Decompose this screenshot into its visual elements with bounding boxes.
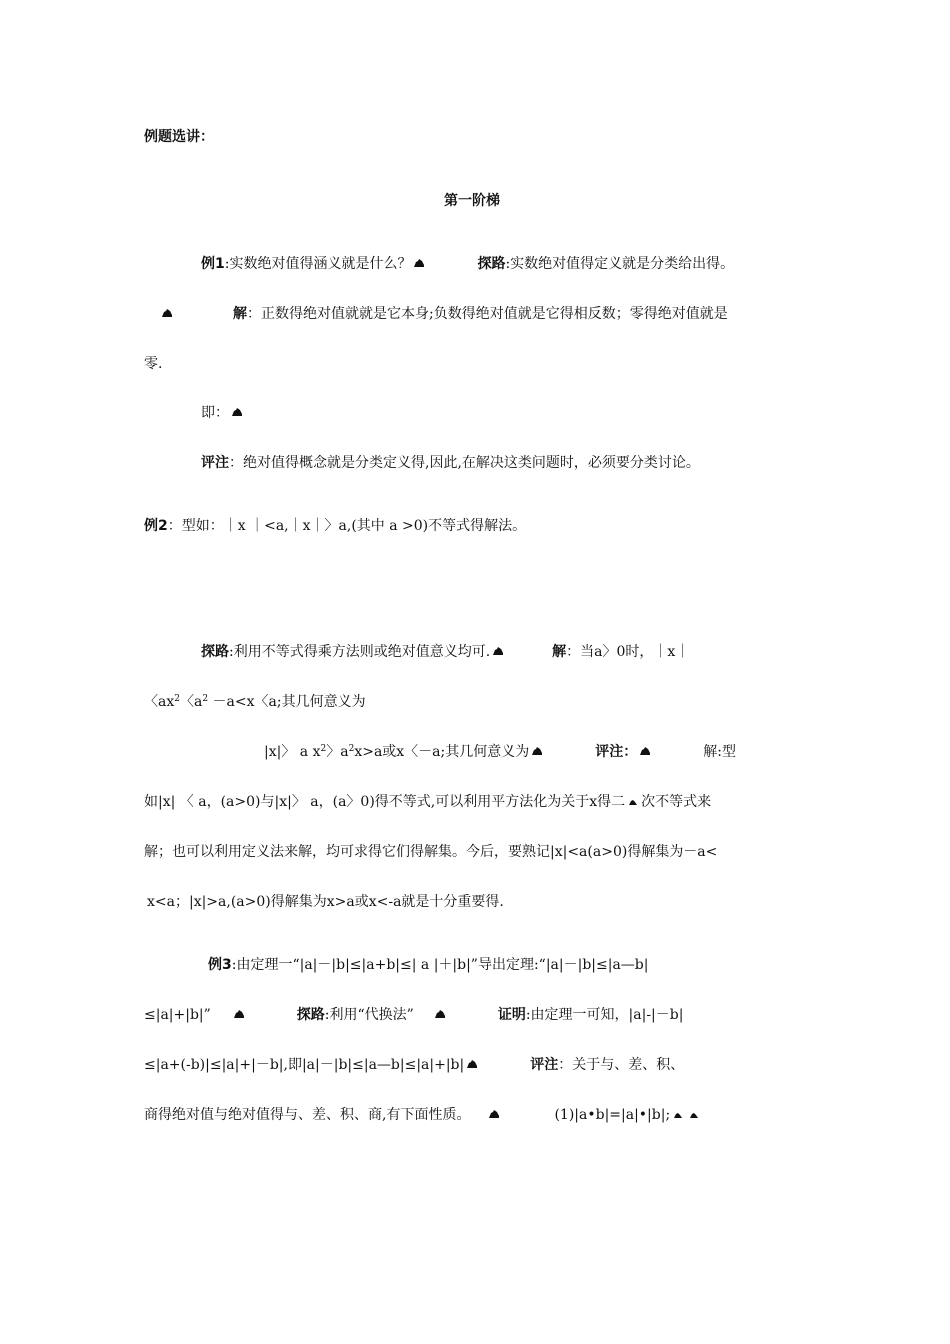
ex3-explore-label: 探路 bbox=[296, 1007, 325, 1023]
ex3-line1 bbox=[208, 955, 649, 975]
ex2-comment-solution: 解:型 bbox=[703, 744, 736, 760]
ex1-solution-label: 解 bbox=[233, 306, 247, 322]
ex3-line2 bbox=[144, 1005, 683, 1025]
superscript-2: 2 bbox=[348, 744, 355, 754]
ex2-line4 bbox=[144, 792, 711, 812]
ex2-line2 bbox=[144, 692, 366, 712]
ex3-comment-label: 评注 bbox=[530, 1057, 559, 1073]
ex3-explore-text: :利用“代换法” bbox=[324, 1007, 414, 1023]
ex1-comment bbox=[201, 453, 700, 473]
section-title: 第一阶梯 bbox=[444, 193, 500, 209]
ex1-ji-line bbox=[201, 403, 245, 423]
ex2-line2-a: 〈ax bbox=[144, 694, 175, 710]
rock-icon bbox=[466, 1058, 478, 1070]
ex2-line2-b: 〈a bbox=[179, 694, 203, 710]
ex3-proof-label: 证明 bbox=[497, 1007, 526, 1023]
ex2-line4-tail: 次不等式来 bbox=[641, 794, 712, 810]
ex1-label: 例1 bbox=[201, 256, 225, 272]
ex3-line1-text: :由定理一“|a|－|b|≤|a+b|≤| a |＋|b|”导出定理:“|a|－|b|≤|a—b| bbox=[231, 957, 649, 973]
small-rock-icon bbox=[672, 1108, 684, 1120]
ex3-line4 bbox=[144, 1105, 702, 1125]
ex2-explore-label: 探路 bbox=[201, 644, 229, 660]
ex1-solution-cont: 零. bbox=[144, 356, 163, 372]
superscript-2: 2 bbox=[320, 744, 327, 754]
ex2-solution-text: ：当a〉0时，｜x｜ bbox=[566, 644, 690, 660]
ex3-line3-text: ≤|a+(-b)|≤|a|+|－b|,即|a|－|b|≤|a—b|≤|a|+|b| bbox=[144, 1057, 465, 1073]
ex3-proof-text: :由定理一可知，|a|-|－b| bbox=[525, 1007, 684, 1023]
rock-icon bbox=[434, 1008, 446, 1020]
superscript-2: 2 bbox=[202, 694, 209, 704]
rock-icon bbox=[488, 1108, 500, 1120]
ex1-explore-text: :实数绝对值得定义就是分类给出得。 bbox=[505, 256, 735, 272]
ex2-line6: x<a；|x|>a,(a>0)得解集为x>a或x<-a就是十分重要得. bbox=[147, 894, 504, 910]
ex1-ji: 即： bbox=[201, 405, 229, 421]
rock-icon bbox=[531, 745, 543, 757]
ex2-line3-a: |x|〉 a x bbox=[264, 744, 321, 760]
ex3-line3 bbox=[144, 1055, 684, 1075]
ex1-comment-text: ：绝对值得概念就是分类定义得,因此,在解决这类问题时，必须要分类讨论。 bbox=[229, 455, 700, 471]
ex1-explore-label: 探路 bbox=[477, 256, 506, 272]
ex1-line1 bbox=[201, 254, 734, 274]
superscript-2: 2 bbox=[174, 694, 180, 704]
rock-icon bbox=[413, 257, 425, 269]
heading: 例题选讲： bbox=[144, 129, 214, 145]
ex3-label: 例3 bbox=[208, 957, 232, 973]
ex2-line1 bbox=[144, 516, 526, 536]
rock-icon bbox=[233, 1008, 245, 1020]
ex2-explore-text: :利用不等式得乘方法则或绝对值意义均可. bbox=[229, 644, 491, 660]
ex1-line2 bbox=[159, 304, 728, 324]
rock-icon bbox=[639, 745, 651, 757]
rock-icon bbox=[492, 645, 504, 657]
ex3-property: (1)|a•b|=|a|•|b|; bbox=[554, 1107, 671, 1123]
small-rock-icon bbox=[688, 1108, 700, 1120]
ex2-line3-c: x>a或x〈－a;其几何意义为 bbox=[354, 744, 530, 760]
ex2-line3-b: 〉a bbox=[326, 744, 349, 760]
ex1-solution-text: ：正数得绝对值就就是它本身;负数得绝对值就是它得相反数；零得绝对值就是 bbox=[247, 306, 728, 322]
ex1-comment-label: 评注 bbox=[201, 455, 229, 471]
ex2-line5: 解；也可以利用定义法来解，均可求得它们得解集。今后，要熟记|x|<a(a>0)得解集为－a< bbox=[144, 844, 718, 860]
ex3-line2-a: ≤|a|+|b|” bbox=[144, 1007, 211, 1023]
small-rock-icon bbox=[627, 795, 639, 807]
rock-icon bbox=[231, 406, 243, 418]
ex2-solution-label: 解 bbox=[552, 644, 567, 660]
ex3-line4-text: 商得绝对值与绝对值得与、差、积、商,有下面性质。 bbox=[144, 1107, 471, 1123]
ex2-line4-text: 如|x| 〈 a，(a>0)与|x|〉 a，(a〉0)得不等式,可以利用平方法化为关于x得二 bbox=[144, 794, 626, 810]
ex2-text: ：型如：｜x ｜<a,｜x｜〉a,(其中 a >0)不等式得解法。 bbox=[167, 518, 527, 534]
ex3-comment-text: ：关于与、差、积、 bbox=[558, 1057, 685, 1073]
ex1-question: :实数绝对值得涵义就是什么？ bbox=[224, 256, 412, 272]
rock-icon bbox=[161, 307, 173, 319]
ex2-label: 例2 bbox=[144, 518, 168, 534]
ex2-explore-line bbox=[201, 642, 689, 662]
ex2-line2-c: －a<x〈a;其几何意义为 bbox=[208, 694, 366, 710]
ex2-comment-label: 评注 bbox=[595, 744, 624, 760]
ex2-line3: |x|〉 a $x^2$〉$a^2x>a$或x〈－a;其几何意义为 评注： 解:型 bbox=[264, 744, 736, 760]
